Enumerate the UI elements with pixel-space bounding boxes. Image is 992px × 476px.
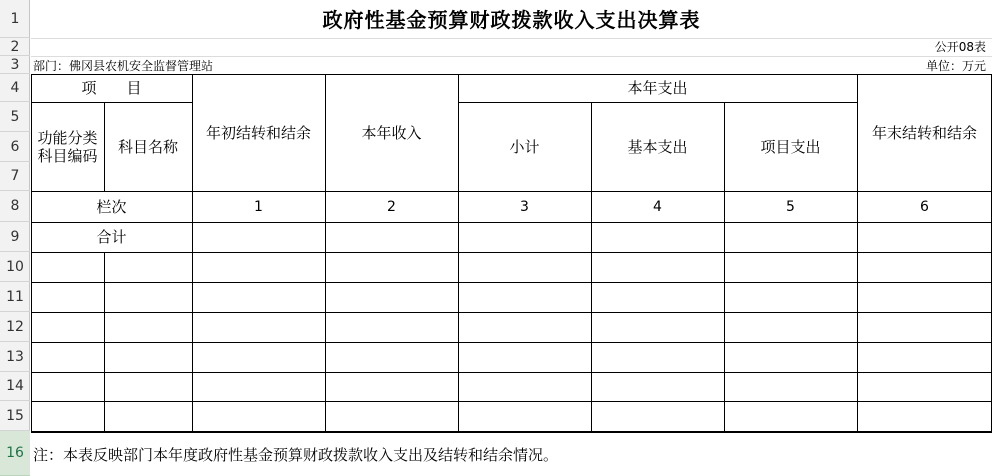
column-index-2: 2	[387, 198, 396, 215]
table-col-line	[458, 74, 459, 431]
row-number-3[interactable]: 3	[0, 56, 30, 74]
column-index-3: 3	[520, 198, 529, 215]
table-col-line	[31, 74, 32, 431]
row-number-1[interactable]: 1	[0, 0, 30, 38]
header-split-line	[31, 102, 192, 103]
column-index-5: 5	[786, 198, 795, 215]
unit-label: 单位：万元	[925, 59, 986, 73]
row-number-16[interactable]: 16	[0, 431, 30, 476]
header-subtotal: 小计	[509, 137, 540, 156]
row-number-9[interactable]: 9	[0, 222, 30, 252]
row-number-13[interactable]: 13	[0, 342, 30, 372]
header-split-line	[458, 102, 857, 103]
header-income: 本年收入	[361, 123, 422, 142]
table-row-line	[31, 401, 992, 402]
table-col-line	[325, 74, 326, 431]
sheet-row-line	[31, 38, 992, 39]
table-col-line	[104, 102, 105, 191]
row-number-5[interactable]: 5	[0, 102, 30, 132]
spreadsheet-sheet[interactable]	[31, 0, 992, 476]
form-code-label: 公开08表	[934, 40, 986, 54]
table-row-line	[31, 191, 992, 192]
header-project-expense: 项目支出	[760, 137, 821, 156]
table-border-top	[31, 74, 992, 75]
row-number-15[interactable]: 15	[0, 401, 30, 431]
row-number-6[interactable]: 6	[0, 132, 30, 162]
table-row-line	[31, 372, 992, 373]
header-end-balance: 年末结转和结余	[871, 123, 977, 142]
table-row-line	[31, 342, 992, 343]
table-col-line	[724, 102, 725, 431]
table-note: 注：本表反映部门本年度政府性基金预算财政拨款收入支出及结转和结余情况。	[31, 431, 992, 476]
table-row-line	[31, 282, 992, 283]
total-row-label: 合计	[96, 228, 127, 246]
table-row-line	[31, 252, 992, 253]
row-number-14[interactable]: 14	[0, 372, 30, 401]
department-label: 部门：佛冈县农机安全监督管理站	[33, 59, 214, 73]
header-expense-group: 本年支出	[627, 79, 688, 97]
table-col-line	[104, 252, 105, 431]
row-number-12[interactable]: 12	[0, 312, 30, 342]
row-number-8[interactable]: 8	[0, 191, 30, 222]
header-item: 项 目	[81, 79, 142, 97]
table-row-line	[31, 312, 992, 313]
table-col-line	[591, 102, 592, 431]
header-basic-expense: 基本支出	[627, 137, 688, 156]
row-number-7[interactable]: 7	[0, 162, 30, 191]
header-begin-balance: 年初结转和结余	[205, 123, 311, 142]
row-number-4[interactable]: 4	[0, 74, 30, 102]
sheet-title: 政府性基金预算财政拨款收入支出决算表	[322, 8, 701, 32]
column-index-1: 1	[254, 198, 263, 215]
table-col-line	[192, 74, 193, 431]
column-index-label: 栏次	[96, 197, 127, 216]
table-row-line	[31, 222, 992, 223]
row-number-2[interactable]: 2	[0, 38, 30, 56]
column-index-4: 4	[653, 198, 662, 215]
header-func-code: 功能分类 科目编码	[37, 128, 98, 165]
table-col-line	[857, 74, 858, 431]
column-index-6: 6	[920, 198, 929, 215]
sheet-row-line	[31, 56, 992, 57]
row-number-10[interactable]: 10	[0, 252, 30, 282]
header-subject-name: 科目名称	[117, 137, 178, 156]
row-number-11[interactable]: 11	[0, 282, 30, 312]
